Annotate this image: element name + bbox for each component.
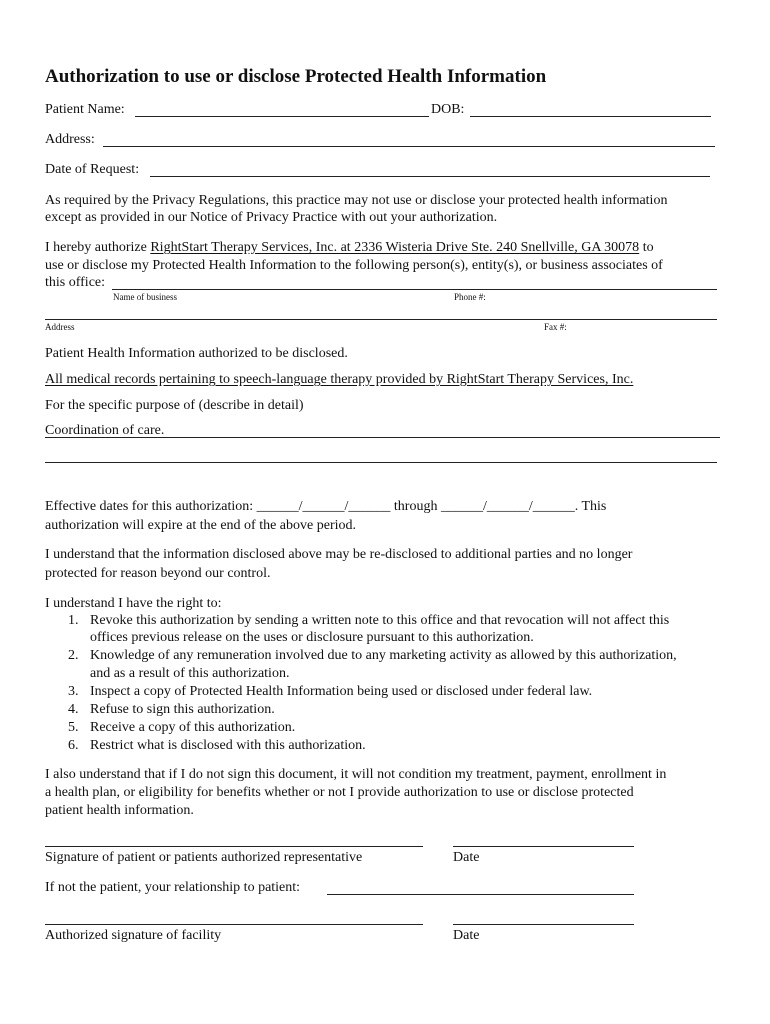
page-title: Authorization to use or disclose Protected Health Information xyxy=(45,66,547,87)
redisclose-line: protected for reason beyond our control. xyxy=(45,566,271,581)
patient-signature-label: Signature of patient or patients authorized representative xyxy=(45,850,363,865)
privacy-text-line: As required by the Privacy Regulations, this practice may not use or disclose your protected health information xyxy=(45,193,668,208)
date-of-request-field[interactable] xyxy=(150,176,710,177)
facility-signature-date-field[interactable] xyxy=(453,924,634,925)
this-office-label: this office: xyxy=(45,275,106,290)
rights-item-text: Refuse to sign this authorization. xyxy=(90,702,275,717)
relationship-field[interactable] xyxy=(327,894,634,895)
date-of-request-label: Date of Request: xyxy=(45,162,140,177)
name-of-business-caption: Name of business xyxy=(113,292,177,302)
rights-item-text: Revoke this authorization by sending a written note to this office and that revocation will not affect this xyxy=(90,613,670,628)
address-label: Address: xyxy=(45,132,95,147)
phi-heading: Patient Health Information authorized to be disclosed. xyxy=(45,346,348,361)
rights-item-text: Restrict what is disclosed with this authorization. xyxy=(90,738,366,753)
patient-signature-date-field[interactable] xyxy=(453,846,634,847)
relationship-label: If not the patient, your relationship to patient: xyxy=(45,880,301,895)
rights-item-text: and as a result of this authorization. xyxy=(90,666,290,681)
address-caption: Address xyxy=(45,322,75,332)
rights-item-text: Receive a copy of this authorization. xyxy=(90,720,296,735)
rights-item-number: 1. xyxy=(68,613,79,628)
rights-heading: I understand I have the right to: xyxy=(45,596,222,611)
facility-signature-field[interactable] xyxy=(45,924,423,925)
rights-item-number: 5. xyxy=(68,720,79,735)
facility-signature-label: Authorized signature of facility xyxy=(45,928,222,943)
purpose-label: For the specific purpose of (describe in detail) xyxy=(45,398,304,413)
date-label: Date xyxy=(453,928,480,943)
phone-caption: Phone #: xyxy=(454,292,486,302)
conditions-line: I also understand that if I do not sign this document, it will not condition my treatment, payment, enrollment in xyxy=(45,767,667,782)
practice-name: RightStart Therapy Services, Inc. at 2336 Wisteria Drive Ste. 240 Snellville, GA 30078 xyxy=(150,240,640,255)
business-name-phone-field[interactable] xyxy=(112,289,717,290)
conditions-line: a health plan, or eligibility for benefits whether or not I provide authorization to use or disclose protected xyxy=(45,785,634,800)
dob-label: DOB: xyxy=(431,102,465,117)
privacy-text-line: except as provided in our Notice of Privacy Practice with out your authorization. xyxy=(45,210,498,225)
address-fax-field[interactable] xyxy=(45,319,717,320)
patient-signature-field[interactable] xyxy=(45,846,423,847)
rights-item-number: 3. xyxy=(68,684,79,699)
rights-item-number: 6. xyxy=(68,738,79,753)
rights-item-number: 2. xyxy=(68,648,79,663)
purpose-field-extra[interactable] xyxy=(45,462,717,463)
purpose-value: Coordination of care. xyxy=(45,423,165,438)
effective-dates-line: Effective dates for this authorization: ______/______/______ through ______/______/______. This xyxy=(45,499,607,514)
conditions-line: patient health information. xyxy=(45,803,194,818)
authorize-prefix: I hereby authorize xyxy=(45,240,151,255)
date-label: Date xyxy=(453,850,480,865)
authorize-text-line xyxy=(45,239,654,256)
redisclose-line: I understand that the information disclosed above may be re-disclosed to additional parties and no longer xyxy=(45,547,633,562)
dob-field[interactable] xyxy=(470,116,711,117)
effective-dates-line: authorization will expire at the end of the above period. xyxy=(45,518,357,533)
authorize-suffix: to xyxy=(639,240,654,255)
purpose-field[interactable] xyxy=(45,437,720,438)
authorize-text-line: use or disclose my Protected Health Information to the following person(s), entity(s), or business associates of xyxy=(45,258,663,273)
rights-item-number: 4. xyxy=(68,702,79,717)
address-field[interactable] xyxy=(103,146,715,147)
phi-value: All medical records pertaining to speech-language therapy provided by RightStart Therapy Services, Inc. xyxy=(45,372,634,387)
fax-caption: Fax #: xyxy=(544,322,567,332)
patient-name-field[interactable] xyxy=(135,116,429,117)
rights-item-text: Knowledge of any remuneration involved due to any marketing activity as allowed by this authorization, xyxy=(90,648,677,663)
patient-name-label: Patient Name: xyxy=(45,102,125,117)
rights-item-text: offices previous release on the uses or disclosure pursuant to this authorization. xyxy=(90,630,534,645)
rights-item-text: Inspect a copy of Protected Health Information being used or disclosed under federal law. xyxy=(90,684,593,699)
